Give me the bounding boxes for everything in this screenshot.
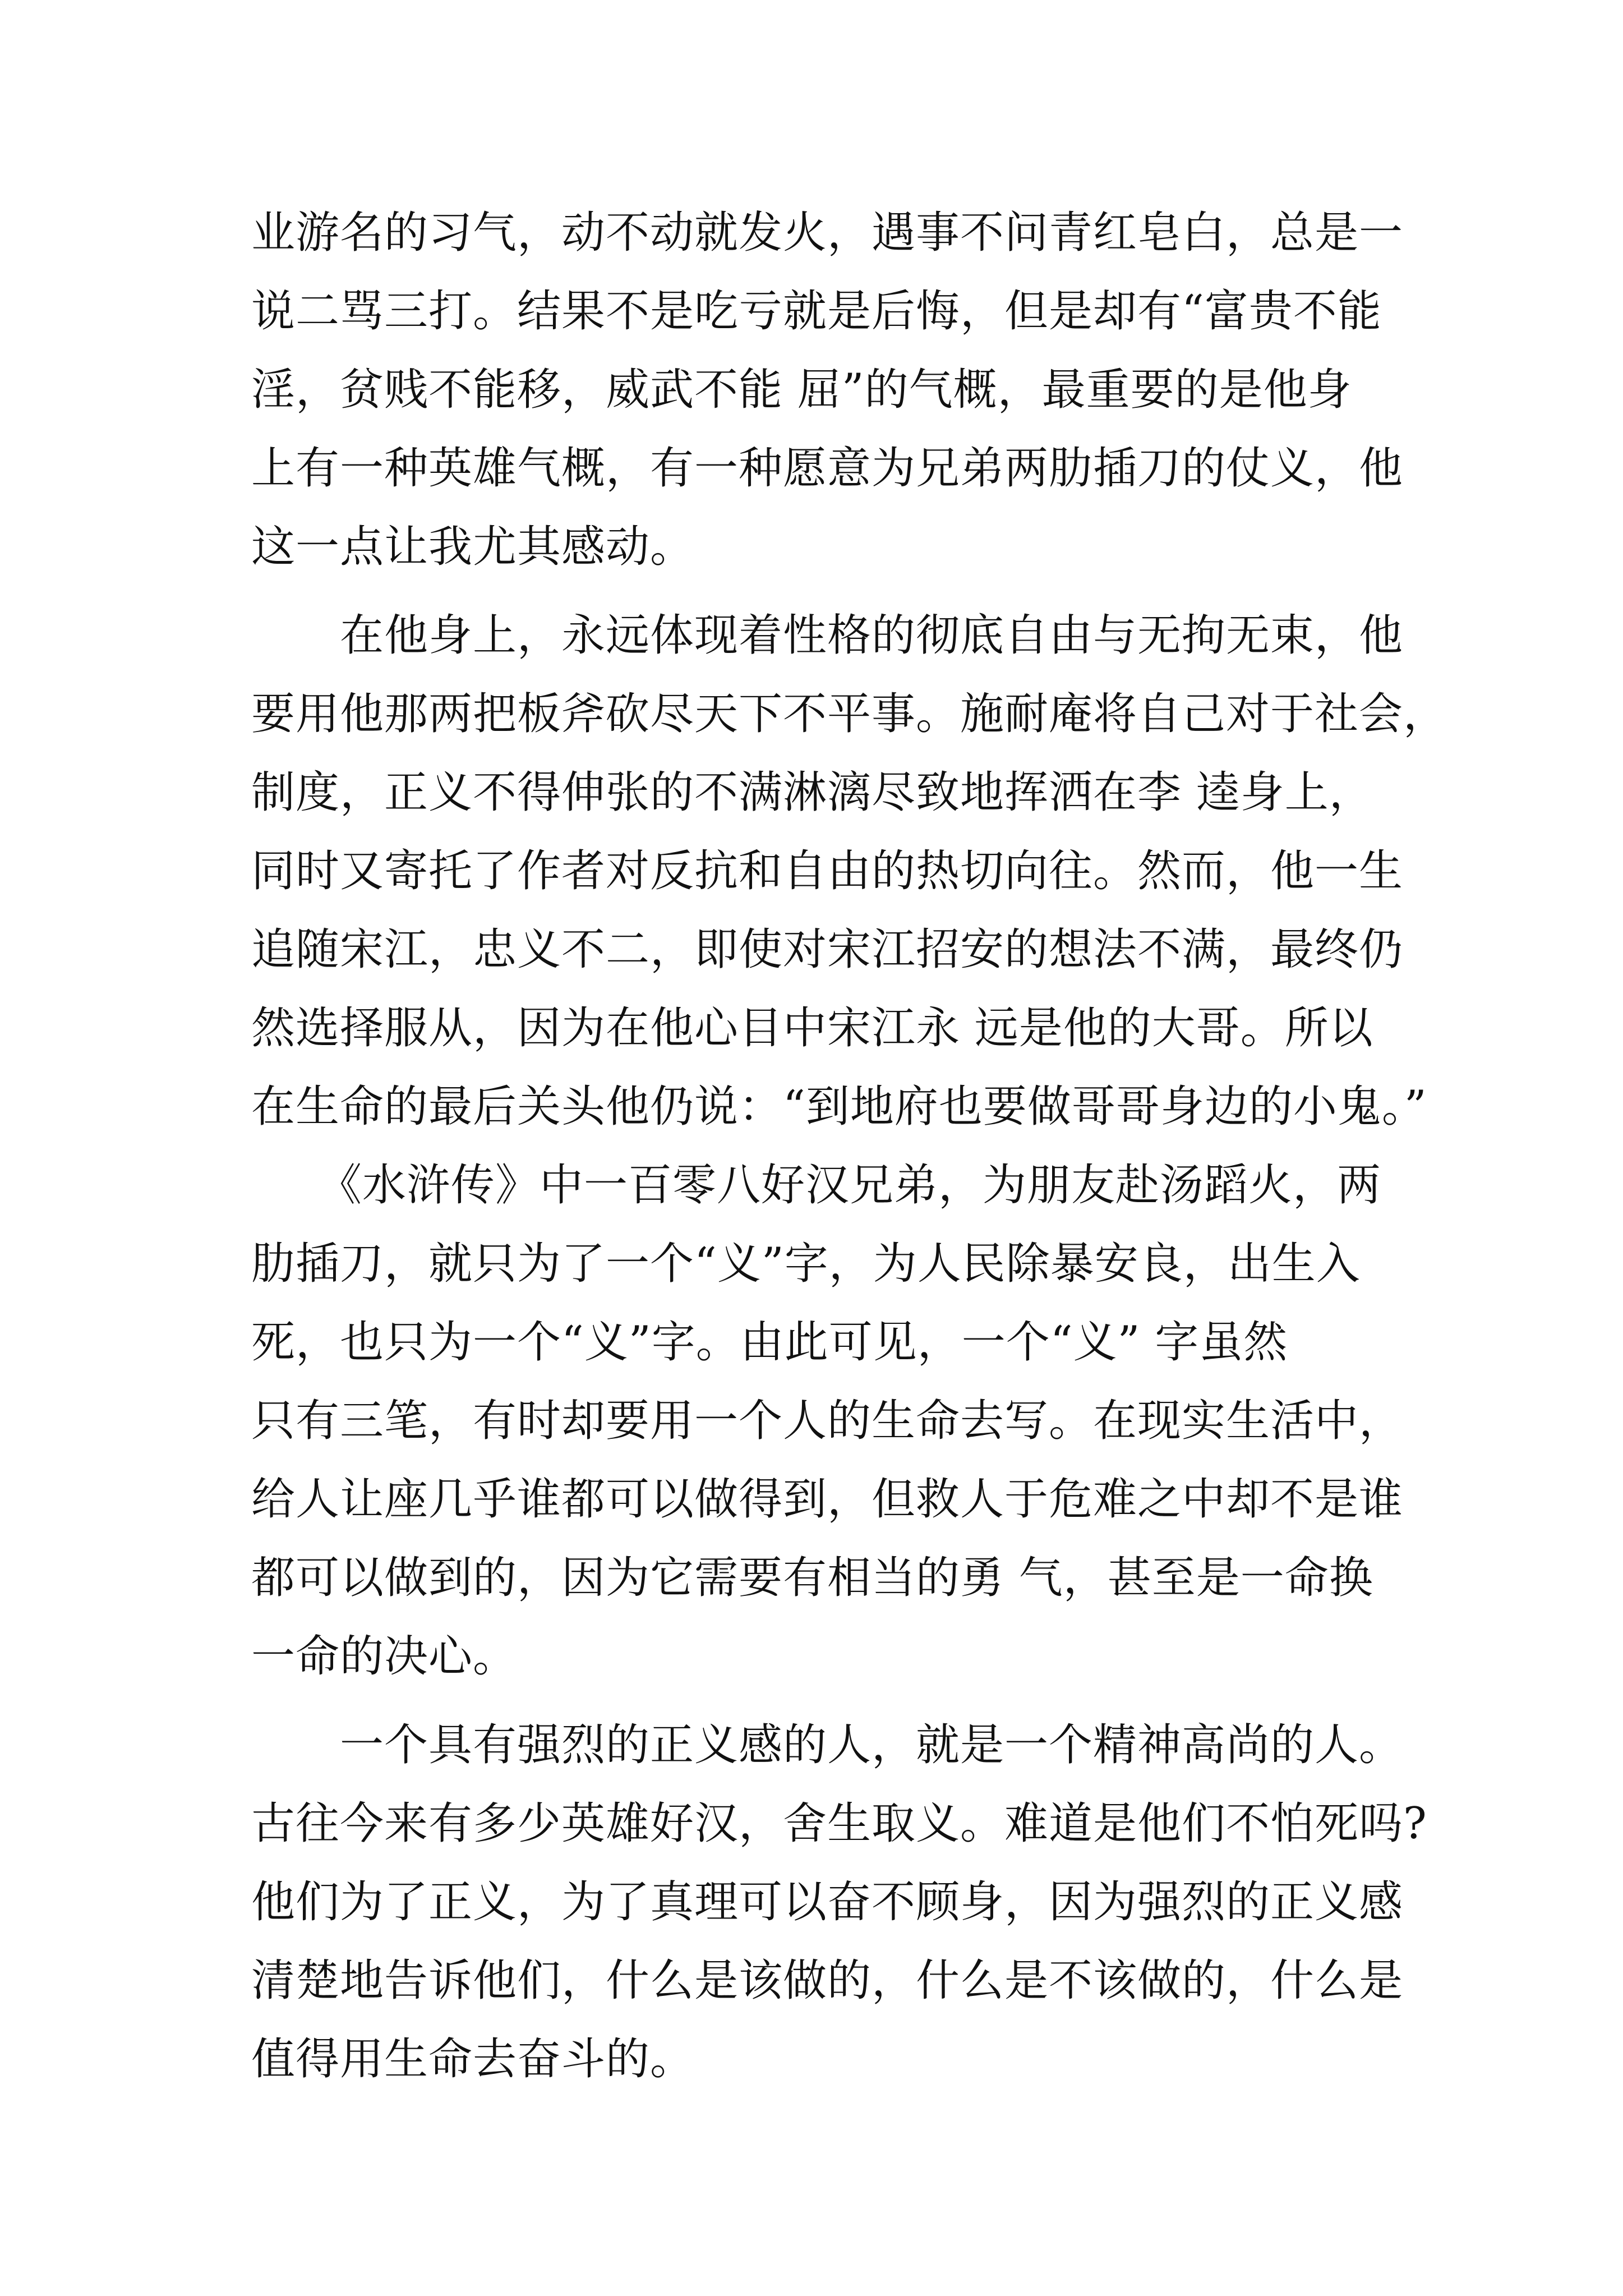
text-line: 业游名的习气，动不动就发火，遇事不问青红皂白，总是一 (251, 208, 1404, 258)
text-line: 都可以做到的，因为它需要有相当的勇 气，甚至是一命换 (251, 1553, 1373, 1603)
text-line: 在他身上，永远体现着性格的彻底自由与无拘无束，他 (251, 610, 1404, 661)
text-line: 同时又寄托了作者对反抗和自由的热切向往。然而，他一生 (251, 846, 1404, 896)
text-line: 要用他那两把板斧砍尽天下不平事。施耐庵将自己对于社会， (251, 689, 1448, 739)
text-line: 然选择服从，因为在他心目中宋江永 远是他的大哥。所以 (251, 1003, 1373, 1053)
essay-body (251, 194, 1448, 2099)
text-line: 追随宋江，忠义不二，即使对宋江招安的想法不满，最终仍 (251, 924, 1404, 975)
text-line: 肋插刀，就只为了一个“义”字，为人民除暴安良，出生入 (251, 1239, 1361, 1289)
text-line: 值得用生命去奋斗的。 (251, 2034, 695, 2085)
text-line: 只有三笔，有时却要用一个人的生命去写。在现实生活中， (251, 1396, 1404, 1446)
text-line: 一个具有强烈的正义感的人，就是一个精神高尚的人。 (251, 1720, 1404, 1770)
text-line: 死，也只为一个“义”字。由此可见，一个“义” 字虽然 (251, 1317, 1288, 1368)
text-line: 说二骂三打。结果不是吃亏就是后悔，但是却有“富贵不能 (251, 286, 1382, 337)
text-line: 淫，贫贱不能移，威武不能 屈”的气概，最重要的是他身 (251, 365, 1352, 415)
text-line: 一命的决心。 (251, 1631, 518, 1682)
text-line: 制度，正义不得伸张的不满淋漓尽致地挥洒在李 逵身上， (251, 767, 1373, 818)
text-line: 给人让座几乎谁都可以做得到，但救人于危难之中却不是谁 (251, 1474, 1404, 1525)
text-line: 他们为了正义，为了真理可以奋不顾身，因为强烈的正义感 (251, 1877, 1404, 1927)
text-line: 清楚地告诉他们，什么是该做的，什么是不该做的，什么是 (251, 1955, 1404, 2006)
text-line: 《水浒传》中一百零八好汉兄弟，为朋友赴汤蹈火，两 (251, 1160, 1382, 1211)
text-line: 古往今来有多少英雄好汉，舍生取义。难道是他们不怕死吗? (251, 1798, 1427, 1849)
text-line: 这一点让我尤其感动。 (251, 522, 695, 572)
text-line: 上有一种英雄气概，有一种愿意为兄弟两肋插刀的仗义，他 (251, 443, 1404, 494)
text-line: 在生命的最后关头他仍说：“到地府也要做哥哥身边的小鬼。” (251, 1082, 1427, 1132)
